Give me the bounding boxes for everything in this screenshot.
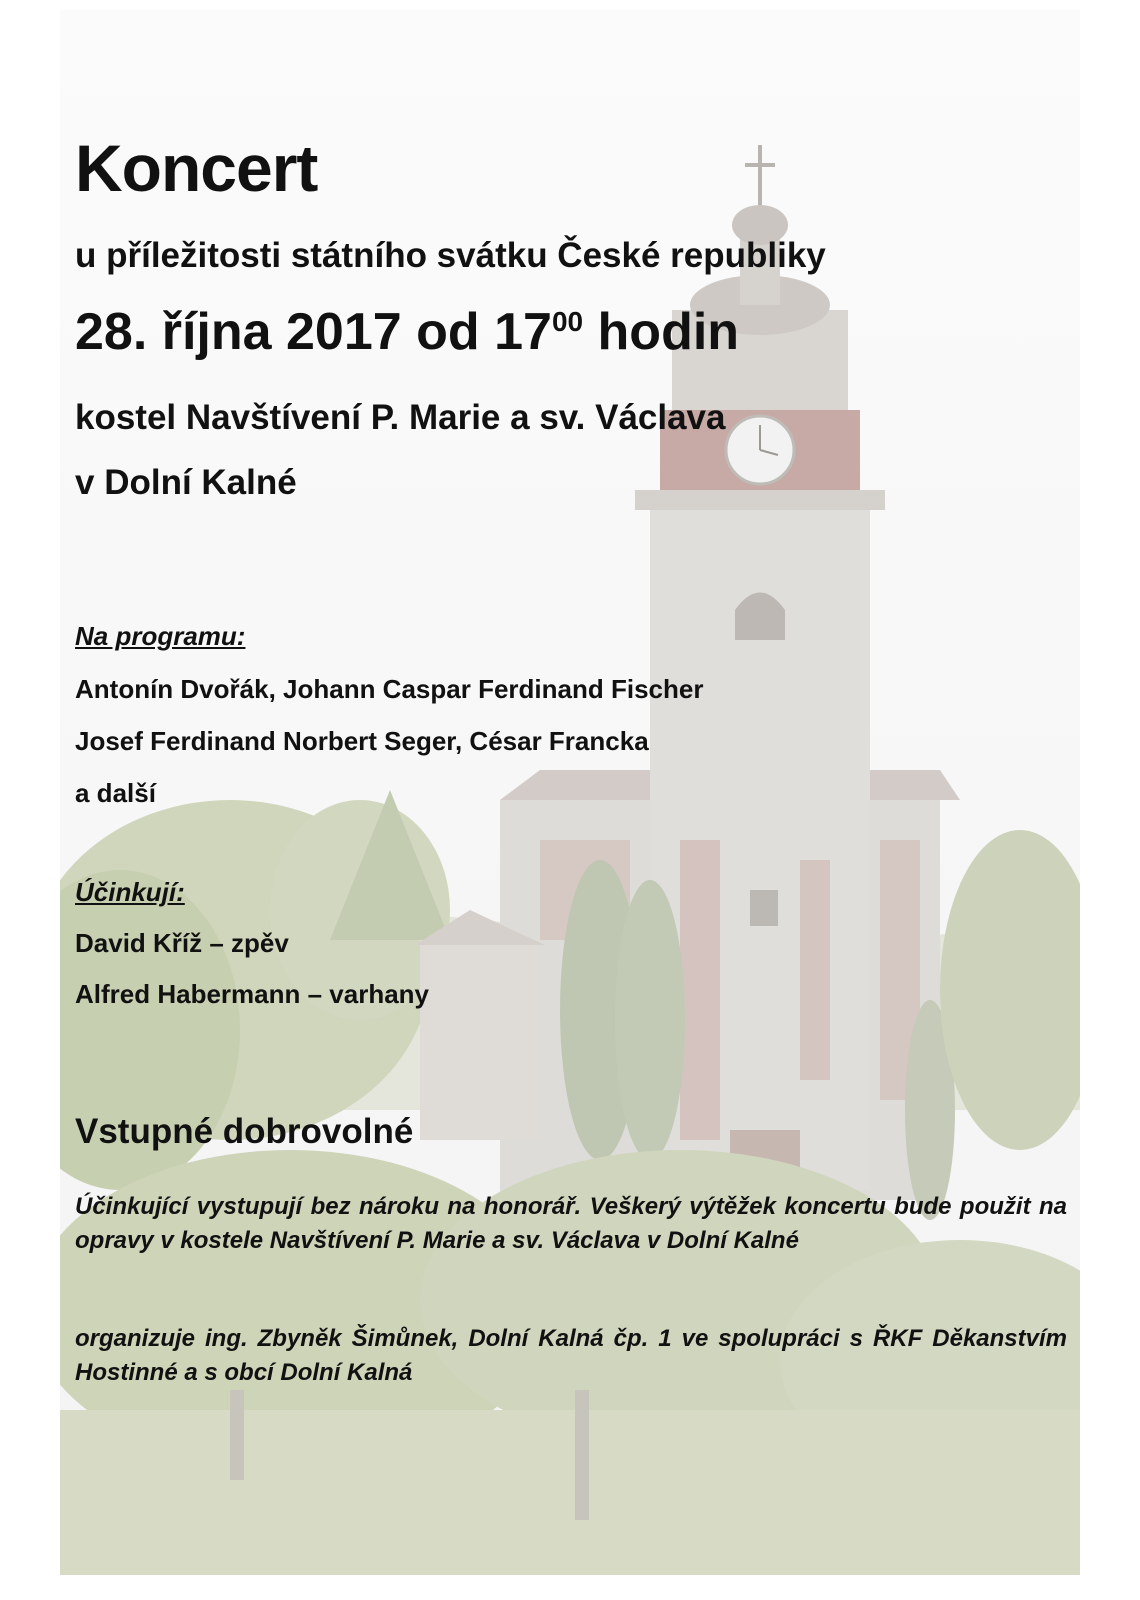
time-suffix: hodin [583, 303, 740, 361]
venue-line-church: kostel Navštívení P. Marie a sv. Václava [75, 398, 726, 437]
date-time [75, 302, 739, 362]
page-title: Koncert [75, 131, 318, 205]
time-minutes: 00 [551, 306, 584, 337]
program-label: Na programu: [75, 621, 246, 651]
date-main: 28. října 2017 od 17 [75, 303, 552, 361]
donation-note: Účinkující vystupují bez nároku na honorář. Veškerý výtěžek koncertu bude použit na opravy v kostele Navštívení P. Marie a sv. Václava v Dolní Kalné [75, 1193, 1067, 1254]
performer-line: David Kříž – zpěv [75, 928, 289, 958]
program-line: Antonín Dvořák, Johann Caspar Ferdinand Fischer [75, 674, 704, 704]
entry-note: Vstupné dobrovolné [75, 1112, 414, 1151]
performers-label: Účinkují: [75, 877, 185, 907]
organizer-note: organizuje ing. Zbyněk Šimůnek, Dolní Kalná čp. 1 ve spolupráci s ŘKF Děkanstvím Hostinné a s obcí Dolní Kalná [75, 1325, 1067, 1386]
subtitle: u příležitosti státního svátku České republiky [75, 236, 826, 275]
venue-line-place: v Dolní Kalné [75, 463, 297, 502]
performer-line: Alfred Habermann – varhany [75, 979, 430, 1009]
program-line: a další [75, 778, 156, 808]
venue [75, 385, 726, 515]
program-line: Josef Ferdinand Norbert Seger, César Francka [75, 726, 649, 756]
